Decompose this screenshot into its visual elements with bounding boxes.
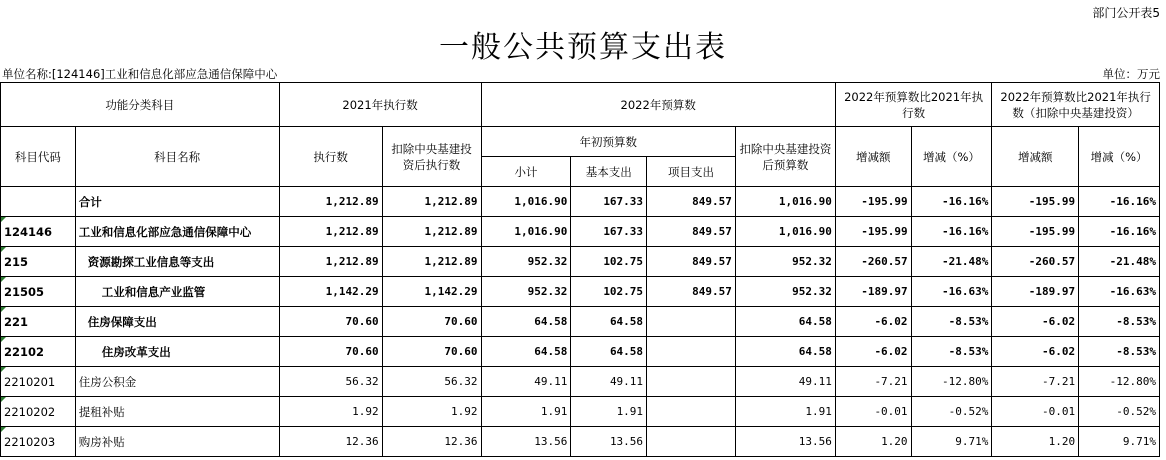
header-project: 项目支出 <box>647 157 736 187</box>
cell-project <box>647 427 736 457</box>
cell-pct2: -8.53% <box>1079 307 1160 337</box>
cell-project <box>647 337 736 367</box>
cell-name: 资源勘探工业信息等支出 <box>75 247 279 277</box>
cell-name: 合计 <box>75 187 279 217</box>
cell-subtotal: 1.91 <box>481 397 571 427</box>
header-subtotal: 小计 <box>481 157 571 187</box>
cell-pct: -16.63% <box>911 277 992 307</box>
header-exec: 执行数 <box>279 127 382 187</box>
cell-pct: -8.53% <box>911 307 992 337</box>
header-diff: 增减额 <box>835 127 911 187</box>
table-row <box>1 277 1160 307</box>
cell-subtotal: 1,016.90 <box>481 217 571 247</box>
cell-diff: -195.99 <box>835 187 911 217</box>
cell-budget-excl: 13.56 <box>735 427 835 457</box>
cell-project: 849.57 <box>647 247 736 277</box>
cell-budget-excl: 1,016.90 <box>735 217 835 247</box>
cell-exec: 1,212.89 <box>279 247 382 277</box>
cell-diff2: -195.99 <box>992 187 1079 217</box>
cell-pct: -16.16% <box>911 187 992 217</box>
cell-diff2: -6.02 <box>992 337 1079 367</box>
cell-diff2: -7.21 <box>992 367 1079 397</box>
cell-pct2: -16.63% <box>1079 277 1160 307</box>
cell-code: 22102 <box>1 337 76 367</box>
header-initial-budget: 年初预算数 <box>481 127 735 157</box>
header-code: 科目代码 <box>1 127 76 187</box>
cell-exec-excl: 1.92 <box>382 397 481 427</box>
header-diff-2: 增减额 <box>992 127 1079 187</box>
table-header <box>1 83 1160 187</box>
header-budget-excl: 扣除中央基建投资后预算数 <box>735 127 835 187</box>
cell-pct: -16.16% <box>911 217 992 247</box>
cell-exec: 70.60 <box>279 337 382 367</box>
cell-pct2: -12.80% <box>1079 367 1160 397</box>
cell-name: 工业和信息化部应急通信保障中心 <box>75 217 279 247</box>
cell-budget-excl: 1.91 <box>735 397 835 427</box>
cell-exec: 1.92 <box>279 397 382 427</box>
header-pct-2: 增减（%） <box>1079 127 1160 187</box>
cell-exec-excl: 70.60 <box>382 337 481 367</box>
header-budget-2022: 2022年预算数 <box>481 83 835 127</box>
cell-diff2: -0.01 <box>992 397 1079 427</box>
unit-name: 单位名称:[124146]工业和信息化部应急通信保障中心 <box>2 67 278 81</box>
cell-subtotal: 952.32 <box>481 247 571 277</box>
cell-exec-excl: 1,212.89 <box>382 187 481 217</box>
cell-subtotal: 64.58 <box>481 307 571 337</box>
budget-table <box>0 82 1160 457</box>
cell-subtotal: 64.58 <box>481 337 571 367</box>
header-cmp-exec: 2022年预算数比2021年执行数 <box>835 83 991 127</box>
unit-of-measure: 单位：万元 <box>1102 67 1160 81</box>
cell-project: 849.57 <box>647 187 736 217</box>
cell-exec: 1,212.89 <box>279 187 382 217</box>
table-body <box>1 187 1160 457</box>
cell-pct: -0.52% <box>911 397 992 427</box>
cell-code: 221 <box>1 307 76 337</box>
cell-budget-excl: 64.58 <box>735 307 835 337</box>
cell-subtotal: 13.56 <box>481 427 571 457</box>
cell-pct2: -8.53% <box>1079 337 1160 367</box>
cell-budget-excl: 64.58 <box>735 337 835 367</box>
cell-exec-excl: 1,142.29 <box>382 277 481 307</box>
cell-diff2: -189.97 <box>992 277 1079 307</box>
cell-basic: 102.75 <box>571 247 647 277</box>
cell-pct2: -21.48% <box>1079 247 1160 277</box>
cell-exec: 1,142.29 <box>279 277 382 307</box>
cell-exec-excl: 12.36 <box>382 427 481 457</box>
page-title: 一般公共预算支出表 <box>439 30 727 65</box>
cell-budget-excl: 49.11 <box>735 367 835 397</box>
cell-name: 住房保障支出 <box>75 307 279 337</box>
cell-budget-excl: 952.32 <box>735 277 835 307</box>
cell-code: 215 <box>1 247 76 277</box>
cell-subtotal: 952.32 <box>481 277 571 307</box>
cell-pct2: -16.16% <box>1079 187 1160 217</box>
cell-pct: 9.71% <box>911 427 992 457</box>
cell-pct: -12.80% <box>911 367 992 397</box>
table-row <box>1 217 1160 247</box>
cell-diff2: 1.20 <box>992 427 1079 457</box>
cell-basic: 102.75 <box>571 277 647 307</box>
header-pct: 增减（%） <box>911 127 992 187</box>
cell-code: 21505 <box>1 277 76 307</box>
header-exec-2021: 2021年执行数 <box>279 83 481 127</box>
cell-pct: -8.53% <box>911 337 992 367</box>
cell-name: 住房改革支出 <box>75 337 279 367</box>
cell-exec-excl: 1,212.89 <box>382 217 481 247</box>
cell-exec: 1,212.89 <box>279 217 382 247</box>
cell-diff2: -6.02 <box>992 307 1079 337</box>
cell-basic: 13.56 <box>571 427 647 457</box>
cell-diff: -7.21 <box>835 367 911 397</box>
table-row <box>1 187 1160 217</box>
cell-pct2: 9.71% <box>1079 427 1160 457</box>
cell-code <box>1 187 76 217</box>
cell-exec: 70.60 <box>279 307 382 337</box>
header-cmp-exec-excl: 2022年预算数比2021年执行数（扣除中央基建投资） <box>992 83 1160 127</box>
cell-diff: -6.02 <box>835 307 911 337</box>
table-row <box>1 427 1160 457</box>
cell-name: 购房补贴 <box>75 427 279 457</box>
cell-project: 849.57 <box>647 277 736 307</box>
cell-subtotal: 49.11 <box>481 367 571 397</box>
cell-code: 2210203 <box>1 427 76 457</box>
cell-budget-excl: 952.32 <box>735 247 835 277</box>
cell-basic: 167.33 <box>571 187 647 217</box>
cell-basic: 64.58 <box>571 307 647 337</box>
cell-diff: -6.02 <box>835 337 911 367</box>
cell-exec-excl: 1,212.89 <box>382 247 481 277</box>
cell-name: 提租补贴 <box>75 397 279 427</box>
cell-exec: 56.32 <box>279 367 382 397</box>
header-exec-excl: 扣除中央基建投资后执行数 <box>382 127 481 187</box>
cell-exec-excl: 56.32 <box>382 367 481 397</box>
cell-basic: 1.91 <box>571 397 647 427</box>
cell-name: 住房公积金 <box>75 367 279 397</box>
cell-code: 2210202 <box>1 397 76 427</box>
cell-project <box>647 307 736 337</box>
cell-diff2: -260.57 <box>992 247 1079 277</box>
table-row <box>1 367 1160 397</box>
table-row <box>1 337 1160 367</box>
cell-basic: 167.33 <box>571 217 647 247</box>
cell-pct: -21.48% <box>911 247 992 277</box>
cell-pct2: -16.16% <box>1079 217 1160 247</box>
cell-project <box>647 367 736 397</box>
cell-diff: -260.57 <box>835 247 911 277</box>
cell-basic: 49.11 <box>571 367 647 397</box>
header-name: 科目名称 <box>75 127 279 187</box>
cell-code: 124146 <box>1 217 76 247</box>
cell-exec-excl: 70.60 <box>382 307 481 337</box>
table-row <box>1 307 1160 337</box>
page-code: 部门公开表5 <box>1092 6 1160 20</box>
cell-name: 工业和信息产业监管 <box>75 277 279 307</box>
cell-project <box>647 397 736 427</box>
cell-diff: -195.99 <box>835 217 911 247</box>
table-row <box>1 397 1160 427</box>
cell-code: 2210201 <box>1 367 76 397</box>
cell-exec: 12.36 <box>279 427 382 457</box>
cell-diff: -0.01 <box>835 397 911 427</box>
cell-diff: -189.97 <box>835 277 911 307</box>
header-func-class: 功能分类科目 <box>1 83 280 127</box>
table-row <box>1 247 1160 277</box>
cell-subtotal: 1,016.90 <box>481 187 571 217</box>
cell-project: 849.57 <box>647 217 736 247</box>
cell-diff2: -195.99 <box>992 217 1079 247</box>
cell-budget-excl: 1,016.90 <box>735 187 835 217</box>
cell-basic: 64.58 <box>571 337 647 367</box>
cell-diff: 1.20 <box>835 427 911 457</box>
cell-pct2: -0.52% <box>1079 397 1160 427</box>
header-basic: 基本支出 <box>571 157 647 187</box>
